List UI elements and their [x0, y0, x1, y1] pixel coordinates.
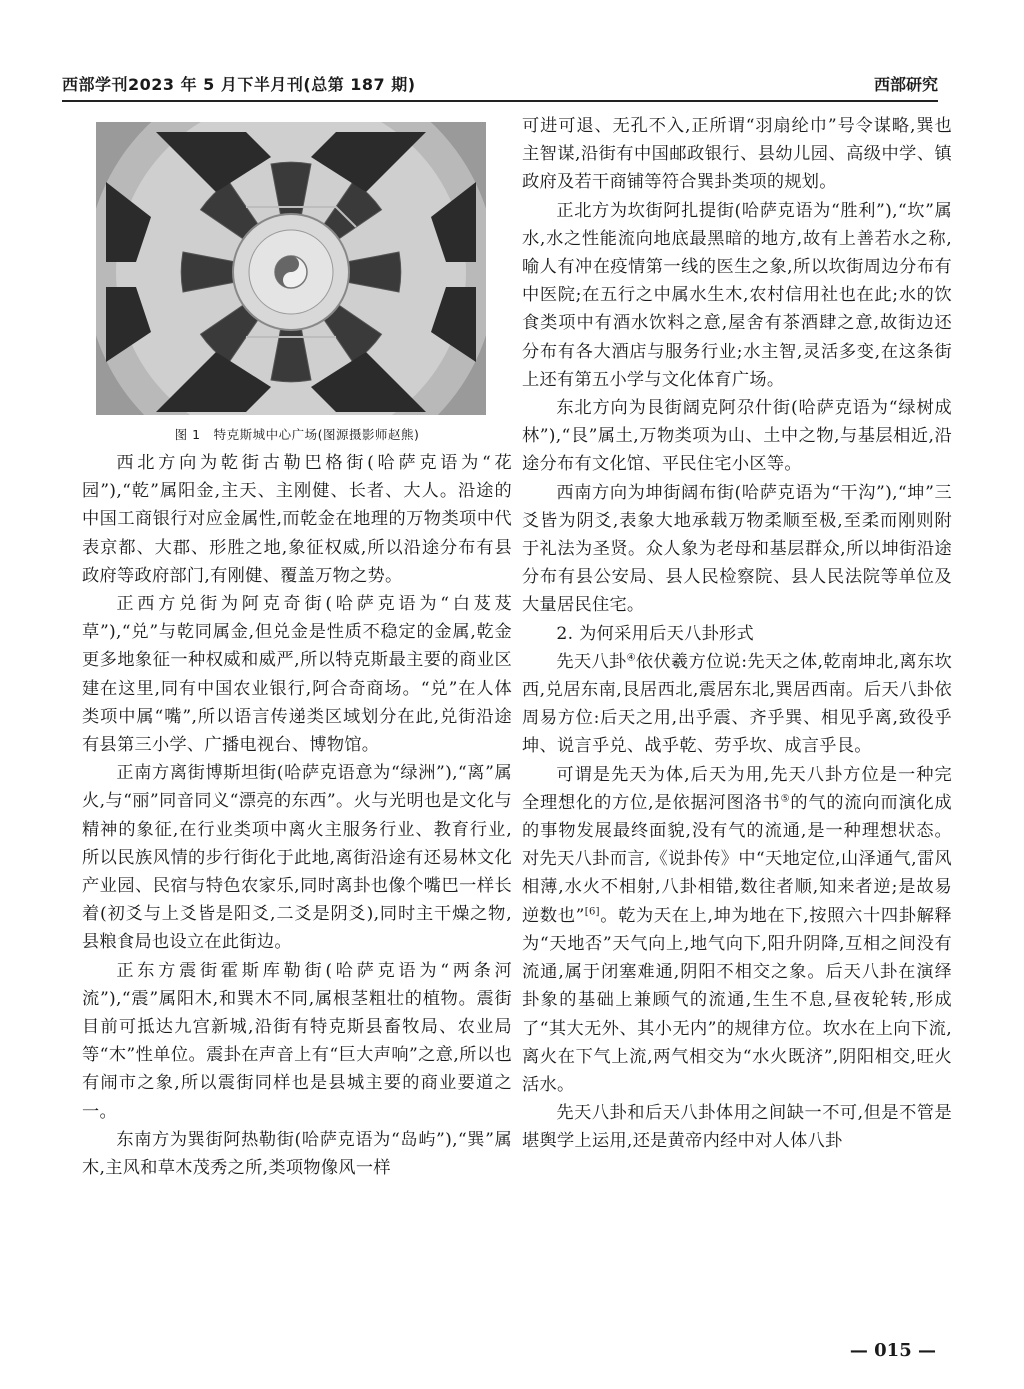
- text-run: 可谓是先天为体,后天为用,先天八卦方位是一种完全理想化的方位,是依据河图洛书: [522, 764, 952, 813]
- page-header: [62, 70, 938, 98]
- text-run: 的气的流向而演化成的事物发展最终面貌,没有气的流通,是一种理想状态。对先天八卦而言,《说卦传》中“天地定位,山泽通气,雷风相薄,水火不相射,八卦相错,数往者顺,知来者逆;是故易逆数也”: [522, 792, 952, 926]
- section-title: 西部研究: [873, 75, 938, 94]
- left-column: [82, 112, 512, 1182]
- figure-1-photo: [96, 122, 486, 415]
- figure-caption: 图 1 特克斯城中心广场(图源摄影师赵熊): [174, 427, 420, 442]
- paragraph: 先天八卦和后天八卦体用之间缺一不可,但是不管是堪舆学上运用,还是黄帝内经中对人体八卦: [522, 1103, 952, 1152]
- paragraph: [522, 648, 952, 761]
- page-number: — 015 —: [849, 1340, 936, 1361]
- aerial-plaza-image: [96, 122, 486, 415]
- paragraph: 正南方离街博斯坦街(哈萨克语意为“绿洲”),“离”属火,与“丽”同音同义“漂亮的东西”。火与光明也是文化与精神的象征,在行业类项中离火主服务行业、教育行业,所以民族风情的步行街化于此地,离街沿途有还易林文化产业园、民宿与特色农家乐,同时离卦也像个嘴巴一样长着(初爻与上爻皆是阳爻,二爻是阴爻),同时主干燥之物,县粮食局也设立在此街边。: [82, 763, 512, 953]
- paragraph: 可进可退、无孔不入,正所谓“羽扇纶巾”号令谋略,巽也主智谋,沿街有中国邮政银行、县幼儿园、高级中学、镇政府及若干商铺等符合巽卦类项的规划。: [522, 116, 952, 193]
- header-rule: [62, 100, 938, 102]
- paragraph: 东南方为巽街阿热勒街(哈萨克语为“岛屿”),“巽”属木,主风和草木茂秀之所,类项物像风一样: [82, 1129, 512, 1179]
- footnote-marker: ④: [626, 652, 636, 664]
- paragraph: [522, 761, 952, 1099]
- text-run: 依伏羲方位说:先天之体,乾南坤北,离东坎西,兑居东南,艮居西北,震居东北,巽居西南。后天八卦依周易方位:后天之用,出乎震、齐乎巽、相见乎离,致役乎坤、说言乎兑、战乎乾、劳乎坎、成言乎艮。: [522, 651, 952, 757]
- text-run: 先天八卦: [556, 651, 627, 672]
- paragraph: 正西方兑街为阿克奇街(哈萨克语为“白芨芨草”),“兑”与乾同属金,但兑金是性质不稳定的金属,乾金更多地象征一种权威和威严,所以特克斯最主要的商业区建在这里,同有中国农业银行,阿合奇商场。“兑”在人体类项中属“嘴”,所以语言传递类区域划分在此,兑街沿途有县第三小学、广播电视台、博物馆。: [82, 594, 512, 756]
- paragraph: 东北方向为艮街阔克阿尕什街(哈萨克语为“绿树成林”),“艮”属土,万物类项为山、土中之物,与基层相近,沿途分布有文化馆、平民住宅小区等。: [522, 398, 952, 475]
- paragraph: 正北方为坎街阿扎提街(哈萨克语为“胜利”),“坎”属水,水之性能流向地底最黑暗的地方,故有上善若水之称,喻人有冲在疫情第一线的医生之象,所以坎街周边分布有中医院;在五行之中属水生木,农村信用社也在此;水的饮食类项中有酒水饮料之意,屋舍有茶酒肆之意,故街边还分布有各大酒店与服务行业;水主智,灵活多变,在这条街上还有第五小学与文化体育广场。: [522, 200, 952, 390]
- paragraph: 正东方震街霍斯库勒街(哈萨克语为“两条河流”),“震”属阳木,和巽木不同,属根茎粗壮的植物。震街目前可抵达九宫新城,沿街有特克斯县畜牧局、农业局等“木”性单位。震卦在声音上有“巨大声响”之意,所以也有闹市之象,所以震街同样也是县城主要的商业要道之一。: [82, 960, 512, 1122]
- section-subheading: 2. 为何采用后天八卦形式: [556, 623, 755, 644]
- citation-marker: [6]: [584, 905, 600, 917]
- paragraph: 西北方向为乾街古勒巴格街(哈萨克语为“花园”),“乾”属阳金,主天、主刚健、长者、大人。沿途的中国工商银行对应金属性,而乾金在地理的万物类项中代表京都、大郡、形胜之地,象征权威,所以沿途分布有县政府等政府部门,有刚健、覆盖万物之势。: [82, 453, 512, 586]
- journal-title: 西部学刊2023 年 5 月下半月刊(总第 187 期): [62, 75, 416, 94]
- paragraph: 西南方向为坤街阔布街(哈萨克语为“干沟”),“坤”三爻皆为阴爻,表象大地承载万物柔顺至极,至柔而刚则附于礼法为圣贤。众人象为老母和基层群众,所以坤街沿途分布有县公安局、县人民检察院、县人民法院等单位及大量居民住宅。: [522, 482, 952, 616]
- right-column: [522, 112, 952, 1156]
- text-run: 。乾为天在上,坤为地在下,按照六十四卦解释为“天地否”天气向上,地气向下,阳升阴降,互相之间没有流通,属于闭塞难通,阴阳不相交之象。后天八卦在演绎卦象的基础上兼顾气的流通,生生不息,昼夜轮转,形成了“其大无外、其小无内”的规律方位。坎水在上向下流,离火在下气上流,两气相交为“水火既济”,阴阳相交,旺火活水。: [522, 905, 952, 1095]
- footnote-marker: ⑤: [780, 793, 791, 805]
